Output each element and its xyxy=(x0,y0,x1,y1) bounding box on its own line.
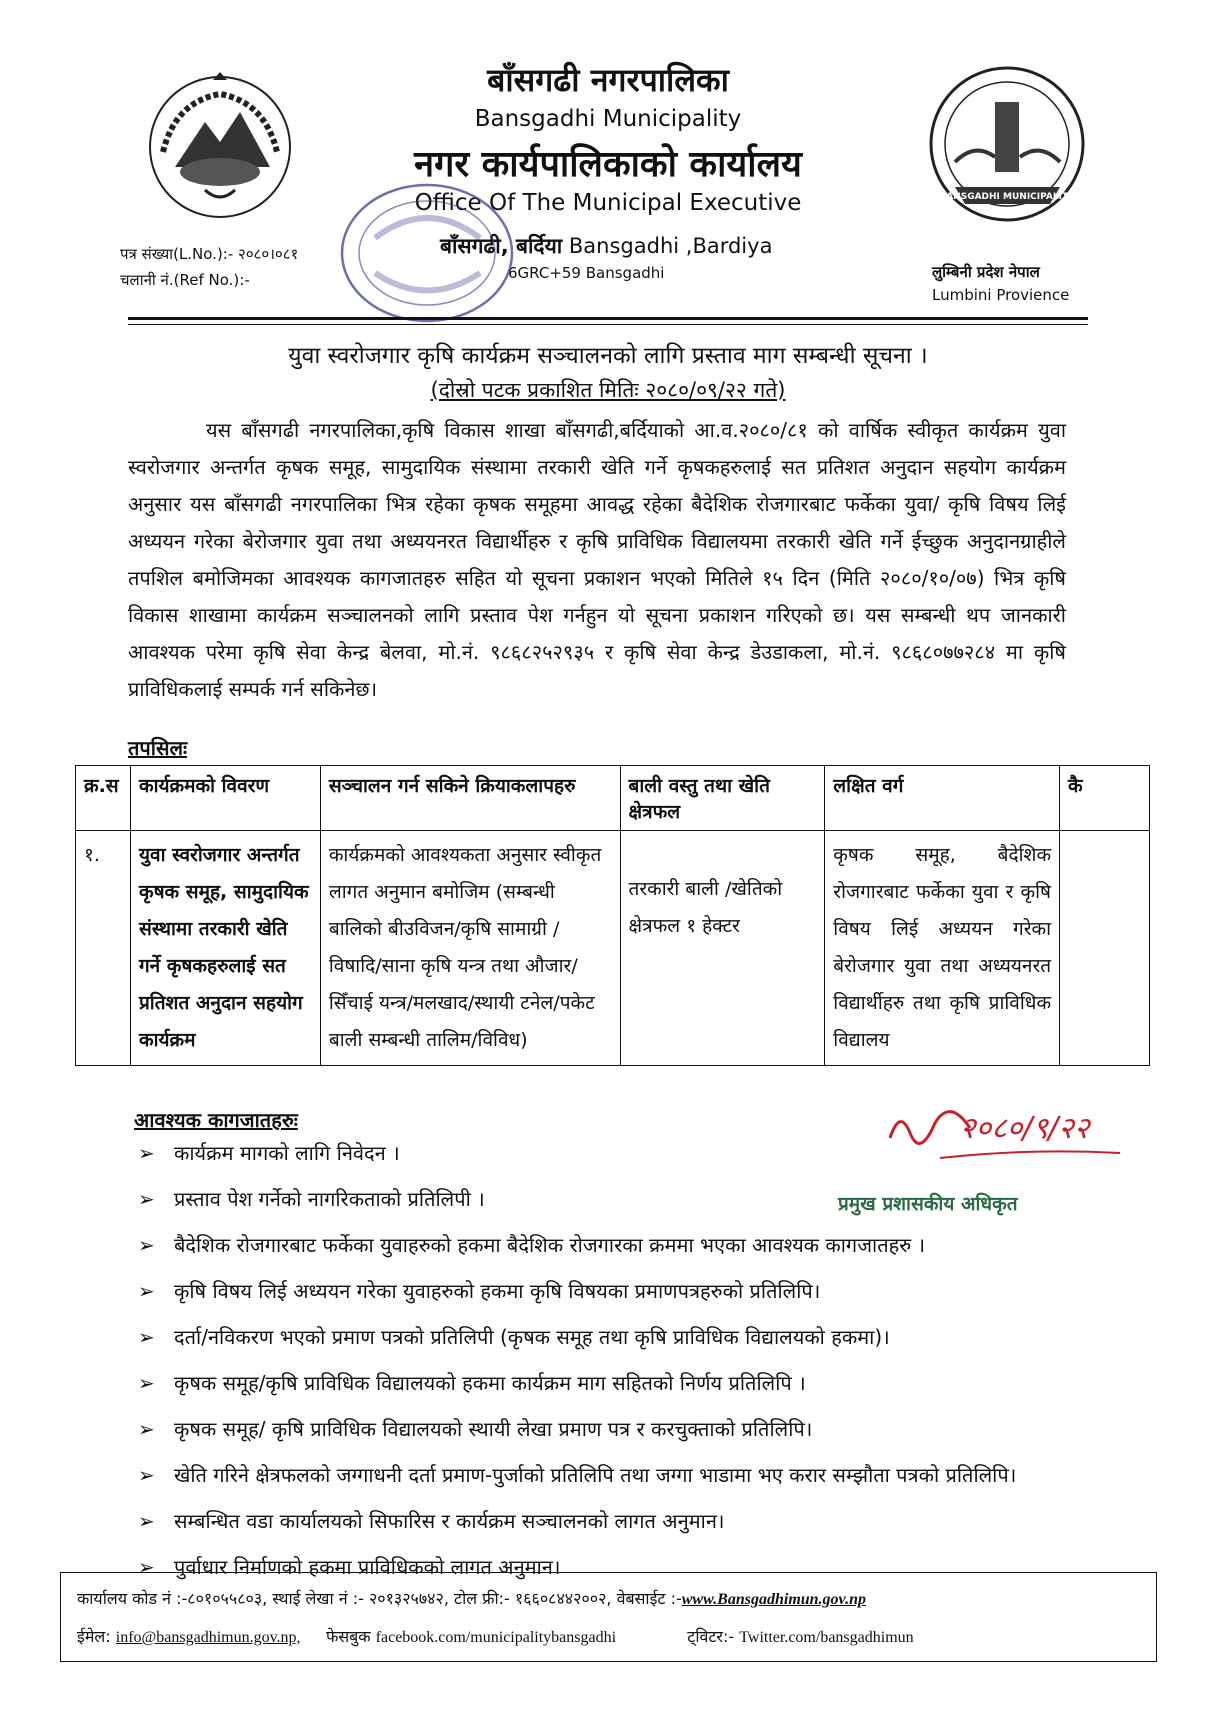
notice-subtitle: (दोस्रो पटक प्रकाशित मितिः २०८०/०९/२२ गते) xyxy=(430,378,786,402)
table-row xyxy=(76,831,1150,1066)
arrow-bullet-icon: ➢ xyxy=(138,1555,155,1579)
list-item: ➢ सम्बन्धित वडा कार्यालयको सिफारिस र कार्यक्रम सञ्चालनको लागत अनुमान। xyxy=(138,1503,1098,1539)
arrow-bullet-icon: ➢ xyxy=(138,1509,155,1533)
province-np: लुम्बिनी प्रदेश नेपाल xyxy=(932,263,1040,281)
signatory-title: प्रमुख प्रशासकीय अधिकृत xyxy=(838,1193,1018,1215)
seal-text: BANSGADHI MUNICIPALITY xyxy=(939,192,1075,202)
header-serial: क्र.स xyxy=(76,766,131,831)
cell-target: कृषक समूह, बैदेशिक रोजगारबाट फर्केका युवा र कृषि विषय लिई अध्ययन गरेका बेरोजगार युवा तथा अध्ययनरत विद्यार्थीहरु तथा कृषि प्राविधिक विद्यालय xyxy=(825,831,1060,1066)
list-item: ➢ दर्ता/नविकरण भएको प्रमाण पत्रको प्रतिलिपी (कृषक समूह तथा कृषि प्राविधिक विद्यालयको हकमा)। xyxy=(138,1319,1098,1355)
footer-line-1 xyxy=(77,1587,866,1609)
letter-number: पत्र संख्या(L.No.):- २०८०।०८१ xyxy=(120,245,299,263)
arrow-bullet-icon: ➢ xyxy=(138,1325,155,1349)
website-label: वेबसाईट :- xyxy=(616,1589,682,1608)
cell-serial: १. xyxy=(76,831,131,1066)
list-item: ➢ पुर्वाधार निर्माणको हकमा प्राविधिकको लागत अनुमान। xyxy=(138,1549,1098,1585)
header-crop-area: बाली वस्तु तथा खेति क्षेत्रफल xyxy=(620,766,825,831)
address-en: Bansgadhi ,Bardiya xyxy=(568,234,773,258)
notice-body: यस बाँसगढी नगरपालिका,कृषि विकास शाखा बाँसगढी,बर्दियाको आ.व.२०८०/८१ को वार्षिक स्वीकृत कार्यक्रम युवा स्वरोजगार अन्तर्गत कृषक समूह, सामुदायिक संस्थामा तरकारी खेति गर्ने कृषकहरुलाई सत प्रतिशत अनुदान सहयोग कार्यक्रम अनुसार यस बाँसगढी नगरपालिका भित्र रहेका कृषक समूहमा आवद्ध रहेका बैदेशिक रोजगारबाट फर्केका युवा/ कृषि विषय लिई अध्ययन गरेका बेरोजगार युवा तथा अध्ययनरत विद्यार्थीहरु र कृषि प्राविधिक विद्यालयमा तरकारी खेति गर्ने ईच्छुक अनुदानग्राहीले तपशिल बमोजिमका आवश्यक कागजातहरु सहित यो सूचना प्रकाशन भएको मितिले १५ दिन (मिति २०८०/१०/०७) भित्र कृषि विकास शाखामा कार्यक्रम सञ्चालनको लागि प्रस्ताव पेश गर्नहुन यो सूचना प्रकाशन गरिएको छ। यस सम्बन्धी थप जानकारी आवश्यक परेमा कृषि सेवा केन्द्र बेलवा, मो.नं. ९८६८२५२९३५ र कृषि सेवा केन्द्र डेउडाकला, मो.नं. ९८६८०७७२८४ मा कृषि प्राविधिकलाई सम्पर्क गर्न सकिनेछ। xyxy=(128,418,1066,701)
cell-crop-area: तरकारी बाली /खेतिको क्षेत्रफल १ हेक्टर xyxy=(620,831,825,1066)
handwritten-signature xyxy=(880,1078,1130,1188)
cell-remarks xyxy=(1060,831,1150,1066)
header-target: लक्षित वर्ग xyxy=(825,766,1060,831)
arrow-bullet-icon: ➢ xyxy=(138,1371,155,1395)
twitter-link[interactable]: Twitter.com/bansgadhimun xyxy=(739,1629,914,1646)
plus-code: 6GRC+59 Bansgadhi xyxy=(508,264,665,282)
footer-line-2 xyxy=(77,1625,914,1647)
municipality-title-en: Bansgadhi Municipality xyxy=(474,106,742,132)
email-link[interactable]: info@bansgadhimun.gov.np, xyxy=(115,1629,301,1646)
arrow-bullet-icon: ➢ xyxy=(138,1233,155,1257)
list-item: ➢ कृषक समूह/ कृषि प्राविधिक विद्यालयको स्थायी लेखा प्रमाण पत्र र करचुक्ताको प्रतिलिपि। xyxy=(138,1411,1098,1447)
list-item: ➢ खेति गरिने क्षेत्रफलको जग्गाधनी दर्ता प्रमाण-पुर्जाको प्रतिलिपि तथा जग्गा भाडामा भए करार सम्झौता पत्रको प्रतिलिपि। xyxy=(138,1457,1098,1493)
arrow-bullet-icon: ➢ xyxy=(138,1141,155,1165)
program-details-table xyxy=(75,765,1150,1066)
facebook-label: फेसबुक xyxy=(326,1627,371,1646)
notice-subject: युवा स्वरोजगार कृषि कार्यक्रम सञ्चालनको लागि प्रस्ताव माग सम्बन्धी सूचना । xyxy=(288,343,928,369)
office-stamp xyxy=(335,178,520,328)
requirements-heading: आवश्यक कागजातहरुः xyxy=(134,1108,298,1132)
office-title-en: Office Of The Municipal Executive xyxy=(414,190,802,216)
arrow-bullet-icon: ➢ xyxy=(138,1187,155,1211)
office-code: कार्यालय कोड नं :-८०१०५५८०३, xyxy=(77,1589,268,1608)
office-title-np: नगर कार्यपालिकाको कार्यालय xyxy=(414,144,802,185)
list-item: ➢ कृषि विषय लिई अध्ययन गरेका युवाहरुको हकमा कृषि विषयका प्रमाणपत्रहरुको प्रतिलिपि। xyxy=(138,1273,1098,1309)
municipality-title-np: बाँसगढी नगरपालिका xyxy=(487,61,729,99)
twitter-label: ट्विटर:- xyxy=(687,1627,735,1646)
table-header-row xyxy=(76,766,1150,831)
website-link[interactable]: www.Bansgadhimun.gov.np xyxy=(681,1591,866,1608)
province-en: Lumbini Provience xyxy=(932,286,1070,304)
list-item: ➢ प्रस्ताव पेश गर्नेको नागरिकताको प्रतिलिपी । xyxy=(138,1181,1098,1217)
cell-program: युवा स्वरोजगार अन्तर्गत कृषक समूह, सामुदायिक संस्थामा तरकारी खेति गर्ने कृषकहरुलाई सत प्रतिशत अनुदान सहयोग कार्यक्रम xyxy=(130,831,320,1066)
details-heading: तपसिलः xyxy=(128,736,188,760)
footer-box xyxy=(60,1572,1157,1662)
arrow-bullet-icon: ➢ xyxy=(138,1417,155,1441)
signature-date: २०८०/९/२२ xyxy=(960,1111,1090,1146)
header-rule xyxy=(128,317,1088,320)
pan-number: स्थाई लेखा नं :- २०१३२५७४२, xyxy=(272,1589,449,1608)
list-item: ➢ कृषक समूह/कृषि प्राविधिक विद्यालयको हकमा कार्यक्रम माग सहितको निर्णय प्रतिलिपि । xyxy=(138,1365,1098,1401)
list-item: ➢ बैदेशिक रोजगारबाट फर्केका युवाहरुको हकमा बैदेशिक रोजगारका क्रममा भएका आवश्यक कागजातहरु । xyxy=(138,1227,1098,1263)
tollfree-number: टोल फ्री:- १६६०८४४२००२, xyxy=(454,1589,612,1608)
header-activities: सञ्चालन गर्न सकिने क्रियाकलापहरु xyxy=(320,766,620,831)
header-program: कार्यक्रमको विवरण xyxy=(130,766,320,831)
reference-number: चलानी नं.(Ref No.):- xyxy=(120,271,250,289)
cell-activities: कार्यक्रमको आवश्यकता अनुसार स्वीकृत लागत अनुमान बमोजिम (सम्बन्धी बालिको बीउविजन/कृषि सामाग्री /विषादि/साना कृषि यन्त्र तथा औजार/सिँचाई यन्त्र/मलखाद/स्थायी टनेल/पकेट बाली सम्बन्धी तालिम/विविध) xyxy=(320,831,620,1066)
header-remarks: कै xyxy=(1060,766,1150,831)
header-rule-thin xyxy=(128,324,1088,325)
email-label: ईमेल: xyxy=(77,1627,111,1646)
address-np: बाँसगढी, बर्दिया xyxy=(440,234,563,258)
arrow-bullet-icon: ➢ xyxy=(138,1463,155,1487)
list-item: ➢ कार्यक्रम मागको लागि निवेदन । xyxy=(138,1135,1098,1171)
arrow-bullet-icon: ➢ xyxy=(138,1279,155,1303)
facebook-link[interactable]: facebook.com/municipalitybansgadhi xyxy=(375,1629,617,1646)
